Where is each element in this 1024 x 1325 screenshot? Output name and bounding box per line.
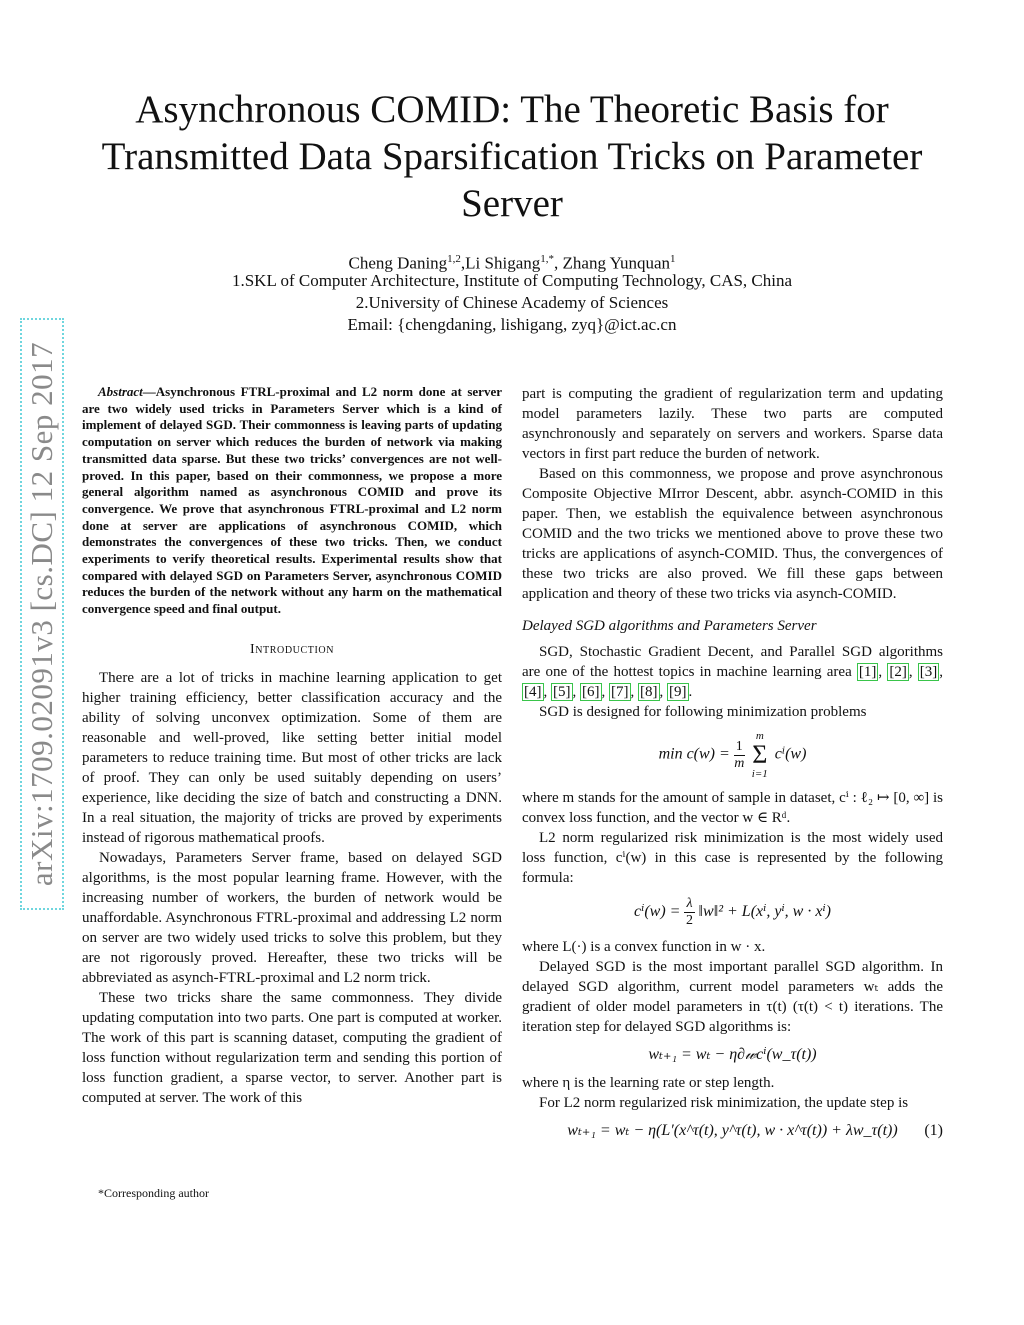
equation-loss — [522, 896, 943, 929]
abstract-dash: — — [142, 384, 156, 399]
citation-link[interactable]: [4] — [524, 684, 542, 700]
fraction — [684, 896, 694, 929]
citation-link[interactable]: [8] — [640, 684, 658, 700]
body-paragraph: SGD is designed for following minimization problems — [539, 704, 867, 720]
author-affil-mark: 1,2 — [447, 253, 461, 265]
equation-delayed-step: wₜ₊₁ = wₜ − η∂𝓌cⁱ(w_τ(t)) — [648, 1046, 817, 1063]
equation-minimization — [522, 730, 943, 780]
affiliation-line: 2.University of Chinese Academy of Sciences — [355, 293, 669, 312]
body-paragraph: For L2 norm regularized risk minimization, the update step is — [539, 1095, 909, 1111]
affiliation-line: 1.SKL of Computer Architecture, Institute of Computing Technology, CAS, China — [231, 271, 793, 290]
body-paragraph: Delayed SGD is the most important parallel SGD algorithm. In delayed SGD algorithm, current model parameters wₜ adds the gradient of older model parameters in τ(t) (τ(t) < t) iterations. The iteration step for delayed SGD algorithms is: — [522, 959, 943, 1035]
abstract-label: Abstract — [98, 384, 143, 399]
equation-rhs: cⁱ(w) — [774, 745, 807, 763]
sum-lower-limit: i=1 — [751, 768, 768, 780]
body-paragraph: There are a lot of tricks in machine learning application to get higher training efficiency, better classification accuracy and the ability of solving unconvex optimization. Some of them are reasonable and well-proved, like setting better initial model parameters to reduce training time. But most of other tricks are lack of proof. They can only be used suitably depending on users’ experience, like deciding the size of batch and constructing a DNN. In a real situation, the majority of tricks are proved by experiments instead of rigorous mathematical proofs. — [82, 669, 502, 846]
fraction — [734, 739, 745, 772]
author-affil-mark: 1 — [670, 253, 676, 265]
summation — [752, 730, 768, 780]
subsection-heading: Delayed SGD algorithms and Parameters Server — [522, 618, 817, 634]
equation-rhs: ‖w‖² + L(xⁱ, yⁱ, w · xⁱ) — [698, 903, 831, 921]
paper-title: Asynchronous COMID: The Theoretic Basis for Transmitted Data Sparsification Tricks on Parameter Server — [101, 88, 923, 225]
body-paragraph: where η is the learning rate or step length. — [522, 1075, 775, 1091]
citation-link[interactable]: [1] — [858, 664, 877, 680]
body-paragraph: L2 norm regularized risk minimization is the most widely used loss function, cⁱ(w) in this case is represented by the following formula: — [522, 830, 943, 886]
equation-lhs: cⁱ(w) = — [634, 903, 681, 921]
body-paragraph — [522, 642, 943, 702]
fraction-numerator: λ — [686, 896, 693, 911]
author-name: Cheng Daning — [348, 253, 448, 273]
footnote: *Corresponding author — [98, 1186, 209, 1200]
email-line: Email: {chengdaning, lishigang, zyq}@ict.ac.cn — [347, 315, 677, 334]
author-name: Zhang Yunquan — [562, 253, 671, 273]
body-paragraph: where L(·) is a convex function in w · x. — [522, 939, 766, 955]
sigma-icon: Σ — [752, 740, 768, 769]
fraction-denominator: 2 — [686, 913, 693, 928]
paragraph-text: SGD, Stochastic Gradient Decent, and Parallel SGD algorithms are one of the hottest topics in machine learning area — [522, 644, 943, 680]
equation-number: (1) — [924, 1122, 943, 1139]
right-column — [522, 384, 943, 1149]
body-paragraph: Based on this commonness, we propose and prove asynchronous Composite Objective MIrror Descent, abbr. asynch-COMID in this paper. Then, we establish the equivalence between asynchronous COMID and the two tricks we mentioned above to prove these two tricks are applications of asynch-COMID. Thus, the convergences of these two tricks are also proved. We fill these gaps between application and theory of these two tricks via asynch-COMID. — [522, 466, 943, 602]
abstract — [82, 384, 502, 618]
arxiv-stamp[interactable] — [20, 318, 64, 910]
author-name: Li Shigang — [465, 253, 541, 273]
body-paragraph: These two tricks share the same commonness. They divide updating computation into two parts. One part is computed at worker. The work of this part is scanning dataset, computing the gradient of loss function without regularization term and sending this portion of loss function gradient, a sparse vector, to server. Another part is computed at server. The work of this — [82, 989, 502, 1106]
citation-link[interactable]: [6] — [582, 684, 600, 700]
citation-link[interactable]: [2] — [889, 664, 907, 680]
left-column — [82, 384, 502, 1108]
section-heading-introduction: Introduction — [249, 641, 335, 657]
body-paragraph: where m stands for the amount of sample in dataset, cⁱ : ℓ₂ ↦ [0, ∞] is convex loss function, and the vector w ∈ Rᵈ. — [522, 790, 943, 826]
citation-link[interactable]: [7] — [611, 684, 629, 700]
author-list: Cheng Daning$^{1,2}$,Li Shigang$^{1,*}$, Zhang Yunquan$^1$ — [348, 253, 676, 273]
abstract-text: Asynchronous FTRL-proximal and L2 norm done at server are two widely used tricks in Parameters Server which is a kind of implement of delayed SGD. Their commonness is leaving parts of updating computation on server which reduces the burden of network via making transmitted data sparse. But these two tricks’ convergences are not well-proved. In this paper, based on their commonness, we propose a more general algorithm named as asynchronous COMID and prove its convergence. We prove that asynchronous FTRL-proximal and L2 norm done at server are applications of asynchronous COMID, which demonstrates the convergences of these two tricks. Then, we conduct experiments to verify theoretical results. Experimental results show that compared with delayed SGD on Parameters Server, asynchronous COMID reduces the burden of the network without any harm on the mathematical convergence speed and final output. — [82, 384, 502, 617]
citation-link[interactable]: [9] — [669, 684, 687, 700]
equation-lhs: min c(w) = — [658, 745, 730, 763]
author-affil-mark: 1,* — [540, 253, 555, 265]
body-paragraph: part is computing the gradient of regularization term and updating model parameters lazily. These two parts are computed asynchronously and separately on servers and workers. Sparse data vectors in first part reduce the burden of network. — [522, 386, 943, 462]
arxiv-stamp-text: arXiv:1709.02091v3 [cs.DC] 12 Sep 2017 — [24, 341, 59, 887]
citation-link[interactable]: [5] — [553, 684, 571, 700]
fraction-denominator: m — [734, 755, 745, 771]
equation-update — [522, 1121, 943, 1141]
citation-link[interactable]: [3] — [919, 664, 938, 680]
reference-list: [1] , [2] , [3] , [4] , [5] , [6] , [7] , [8] , [9] . — [524, 664, 943, 700]
body-paragraph: Nowadays, Parameters Server frame, based on delayed SGD algorithms, is the most popular learning frame. However, with the increasing number of workers, the burden of network would be unaffordable. Asynchronous FTRL-proximal and addressing L2 norm on server are two widely used tricks to solve this problem, but they are not rigorously proved. Hereafter, these two tricks will be abbreviated as asynch-FTRL-proximal and L2 norm trick. — [82, 849, 502, 986]
fraction-numerator: 1 — [735, 738, 743, 754]
equation-body: wₜ₊₁ = wₜ − η(L′(x^τ(t), y^τ(t), w · x^τ(t)) + λw_τ(t)) — [567, 1122, 898, 1139]
sum-upper-limit: m — [755, 730, 764, 742]
